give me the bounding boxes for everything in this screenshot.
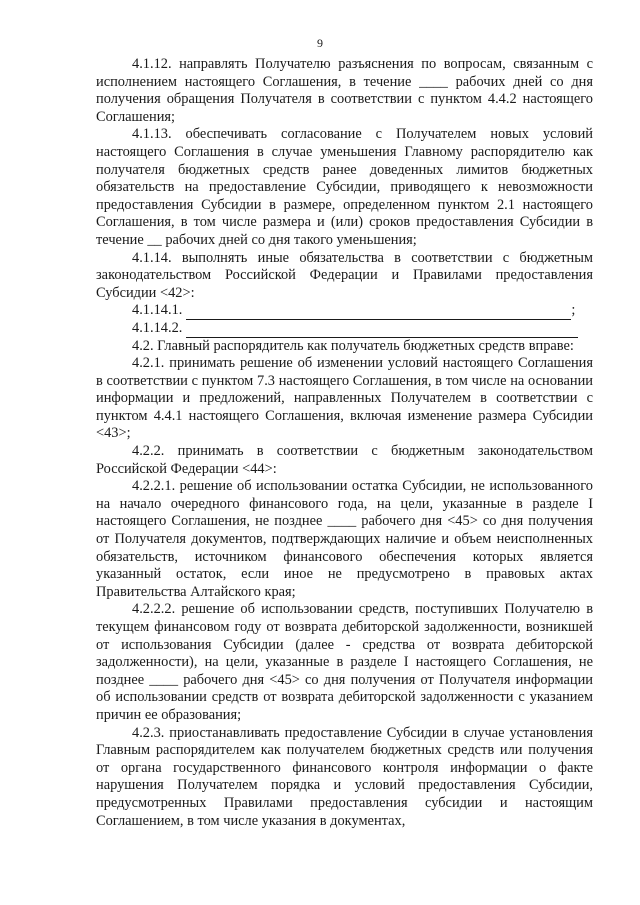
paragraph-4-2: 4.2. Главный распорядитель как получатель бюджетных средств вправе:: [132, 337, 574, 354]
paragraph-4-2-2-2: 4.2.2.2. решение об использовании средств, поступивших Получателю в текущем финансовом году от возврата дебиторской задолженности, возникшей от использования Субсидии (далее - средства от возврата дебиторской задолженности), на цели, указанные в разделе I настоящего Соглашения, не позднее ____ рабочего дня <45> со дня получения от Получателя информации об использовании средств от возврата дебиторской задолженности с указанием причин ее образования;: [96, 601, 593, 723]
fill-line-end: ;: [571, 302, 576, 319]
paragraph-4-2-2-1: 4.2.2.1. решение об использовании остатка Субсидии, не использованного на начало очередного финансового года, на цели, указанные в разделе I настоящего Соглашения, не позднее ____ рабочего дня <45> со дня получения от Получателя документов, подтверждающих наличие и объем неисполненных обязательств, источником финансового обеспечения которых является указанный остаток, если иное не предусмотрено в правовых актах Правительства Алтайского края;: [96, 478, 593, 600]
paragraph-4-2-1: 4.2.1. принимать решение об изменении условий настоящего Соглашения в соответствии с пунктом 7.3 настоящего Соглашения, в том числе на основании информации и предложений, направленных Получателем в соответствии с пунктом 4.4.1 настоящего Соглашения, включая изменение размера Субсидии <43>;: [96, 355, 593, 442]
document-body: [96, 56, 593, 830]
paragraph-4-2-3: 4.2.3. приостанавливать предоставление Субсидии в случае установления Главным распорядителем как получателем бюджетных средств или получения от органа государственного финансового контроля информации о факте нарушения Получателем порядка и условий предоставления Субсидии, предусмотренных Правилами предоставления субсидии и настоящим Соглашением, в том числе указания в документах,: [96, 724, 593, 829]
fill-line-label: 4.1.14.2.: [132, 319, 183, 336]
paragraph-4-2-2: 4.2.2. принимать в соответствии с бюджетным законодательством Российской Федерации <44>:: [96, 443, 593, 477]
paragraph-4-1-12: 4.1.12. направлять Получателю разъяснения по вопросам, связанным с исполнением настоящего Соглашения, в течение ____ рабочих дней со дня получения обращения Получателя в соответствии с пунктом 4.4.2 настоящего Соглашения;: [96, 56, 593, 125]
fill-line-4-1-14-2: [96, 320, 593, 338]
paragraph-4-1-14: 4.1.14. выполнять иные обязательства в соответствии с бюджетным законодательством Российской Федерации и Правилами предоставления Субсидии <42>:: [96, 249, 593, 301]
fill-line-4-1-14-1: [96, 302, 593, 320]
page-number: 9: [317, 36, 323, 50]
fill-line-label: 4.1.14.1.: [132, 302, 183, 319]
blank-underline: [186, 306, 571, 320]
paragraph-4-1-13: 4.1.13. обеспечивать согласование с Получателем новых условий настоящего Соглашения в случае уменьшения Главному распорядителю как получателя бюджетных средств ранее доведенных лимитов бюджетных обязательств на предоставление Субсидии, приводящего к невозможности предоставления Субсидии в размере, определенном пунктом 2.1 настоящего Соглашения, в том числе размера и (или) сроков предоставления Субсидии в течение __ рабочих дней со дня такого уменьшения;: [96, 126, 593, 248]
blank-underline: [186, 324, 578, 338]
